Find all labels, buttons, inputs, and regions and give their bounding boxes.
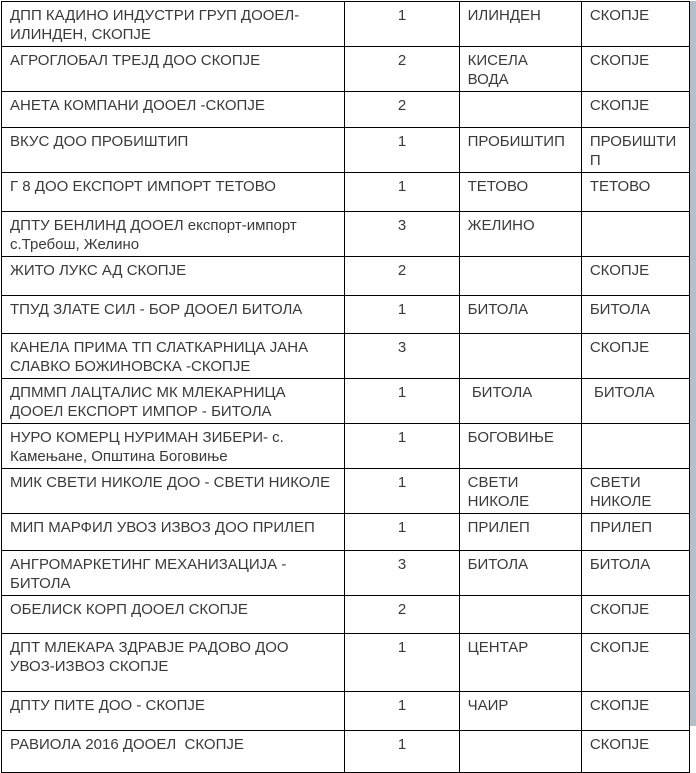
table-row [2,173,690,212]
cell-company: РАВИОЛА 2016 ДООЕЛ СКОПЈЕ [2,731,345,773]
cell-municipality: ЖЕЛИНО [459,212,581,257]
table-row [2,731,690,773]
cell-city: СКОПЈЕ [581,2,689,47]
cell-count: 2 [345,92,459,128]
table-row [2,128,690,173]
cell-company: АГРОГЛОБАЛ ТРЕЈД ДОО СКОПЈЕ [2,47,345,92]
cell-count: 1 [345,2,459,47]
cell-city [581,424,689,469]
table-body [2,2,690,773]
cell-city: СКОПЈЕ [581,731,689,773]
cell-count: 1 [345,731,459,773]
table-row [2,92,690,128]
cell-company: ОБЕЛИСК КОРП ДООЕЛ СКОПЈЕ [2,596,345,634]
cell-municipality: БИТОЛА [459,296,581,334]
table-row [2,692,690,731]
cell-city: СКОПЈЕ [581,692,689,731]
cell-city: ТЕТОВО [581,173,689,212]
document-page [0,1,696,753]
table-row [2,596,690,634]
cell-count: 3 [345,212,459,257]
cell-count: 1 [345,424,459,469]
cell-municipality [459,334,581,379]
cell-count: 1 [345,173,459,212]
cell-count: 3 [345,551,459,596]
table-row [2,2,690,47]
cell-municipality [459,257,581,296]
cell-count: 1 [345,379,459,424]
table-row [2,334,690,379]
table-row [2,47,690,92]
cell-company: ДПТ МЛЕКАРА ЗДРАВЈЕ РАДОВО ДОО УВОЗ-ИЗВОЗ СКОПЈЕ [2,634,345,692]
cell-municipality: КИСЕЛА ВОДА [459,47,581,92]
cell-company: ЖИТО ЛУКС АД СКОПЈЕ [2,257,345,296]
cell-company: ТПУД ЗЛАТЕ СИЛ - БОР ДООЕЛ БИТОЛА [2,296,345,334]
cell-company: НУРО КОМЕРЦ НУРИМАН ЗИБЕРИ- с. Камењане, Општина Боговиње [2,424,345,469]
cell-municipality: БОГОВИЊЕ [459,424,581,469]
cell-municipality: ИЛИНДЕН [459,2,581,47]
cell-city: ПРИЛЕП [581,514,689,551]
cell-city: СКОПЈЕ [581,47,689,92]
cell-municipality: БИТОЛА [459,379,581,424]
cell-municipality: ЦЕНТАР [459,634,581,692]
cell-municipality [459,731,581,773]
cell-city: СВЕТИ НИКОЛЕ [581,469,689,514]
cell-company: АНГРОМАРКЕТИНГ МЕХАНИЗАЦИЈА - БИТОЛА [2,551,345,596]
cell-company: ДПММП ЛАЦТАЛИС МК МЛЕКАРНИЦА ДООЕЛ ЕКСПОРТ ИМПОР - БИТОЛА [2,379,345,424]
table-row [2,469,690,514]
cell-city [581,212,689,257]
cell-company: ДПП КАДИНО ИНДУСТРИ ГРУП ДООЕЛ-ИЛИНДЕН, СКОПЈЕ [2,2,345,47]
cell-count: 3 [345,334,459,379]
window-edge-strip [690,1,696,726]
cell-count: 1 [345,692,459,731]
table-row [2,212,690,257]
cell-count: 1 [345,296,459,334]
table-row [2,634,690,692]
cell-count: 2 [345,47,459,92]
cell-city: СКОПЈЕ [581,334,689,379]
table-row [2,551,690,596]
cell-municipality: ПРИЛЕП [459,514,581,551]
cell-city: БИТОЛА [581,379,689,424]
cell-municipality: СВЕТИ НИКОЛЕ [459,469,581,514]
cell-count: 1 [345,469,459,514]
cell-city: СКОПЈЕ [581,92,689,128]
cell-city: БИТОЛА [581,296,689,334]
cell-company: ДПТУ БЕНЛИНД ДООЕЛ експорт-импорт с.Требош, Желино [2,212,345,257]
table-row [2,296,690,334]
cell-company: Г 8 ДОО ЕКСПОРТ ИМПОРТ ТЕТОВО [2,173,345,212]
cell-municipality [459,596,581,634]
cell-municipality: ТЕТОВО [459,173,581,212]
cell-company: АНЕТА КОМПАНИ ДООЕЛ -СКОПЈЕ [2,92,345,128]
cell-company: МИК СВЕТИ НИКОЛЕ ДОО - СВЕТИ НИКОЛЕ [2,469,345,514]
table-row [2,257,690,296]
cell-company: КАНЕЛА ПРИМА ТП СЛАТКАРНИЦА ЈАНА СЛАВКО БОЖИНОВСКА -СКОПЈЕ [2,334,345,379]
cell-company: МИП МАРФИЛ УВОЗ ИЗВОЗ ДОО ПРИЛЕП [2,514,345,551]
cell-city: СКОПЈЕ [581,634,689,692]
cell-company: ВКУС ДОО ПРОБИШТИП [2,128,345,173]
table-row [2,424,690,469]
cell-city: ПРОБИШТИП [581,128,689,173]
companies-table [1,1,690,773]
cell-count: 2 [345,596,459,634]
cell-company: ДПТУ ПИТЕ ДОО - СКОПЈЕ [2,692,345,731]
cell-city: СКОПЈЕ [581,596,689,634]
cell-municipality: ЧАИР [459,692,581,731]
table-row [2,514,690,551]
cell-count: 1 [345,634,459,692]
cell-count: 1 [345,128,459,173]
cell-city: БИТОЛА [581,551,689,596]
cell-municipality [459,92,581,128]
cell-city: СКОПЈЕ [581,257,689,296]
cell-count: 1 [345,514,459,551]
cell-count: 2 [345,257,459,296]
cell-municipality: БИТОЛА [459,551,581,596]
cell-municipality: ПРОБИШТИП [459,128,581,173]
table-row [2,379,690,424]
